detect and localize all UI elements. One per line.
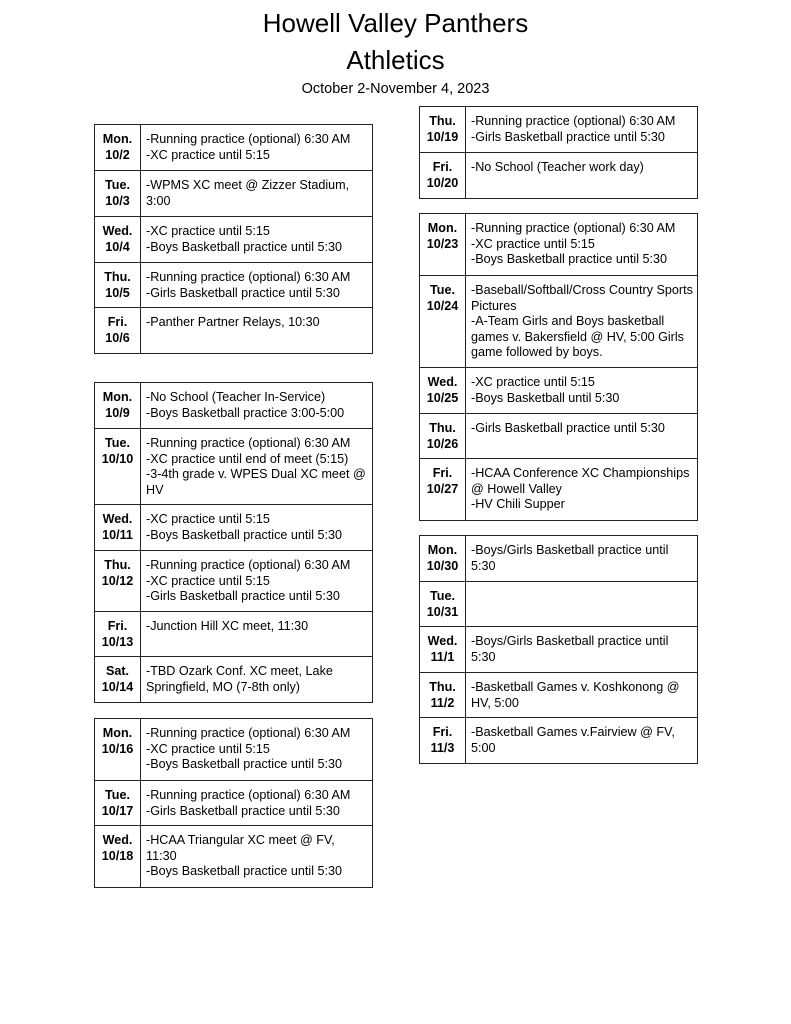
event-item: -HCAA Triangular XC meet @ FV, 11:30: [146, 833, 335, 863]
page-subtitle: Athletics: [346, 45, 445, 75]
day-date: 10/26: [426, 436, 459, 451]
event-item: -XC practice until 5:15: [146, 741, 270, 756]
day-date: 10/5: [105, 285, 130, 300]
table-row: [95, 505, 373, 551]
day-date: 11/2: [430, 695, 455, 710]
day-cell: [95, 719, 141, 781]
event-item: -Running practice (optional) 6:30 AM: [146, 726, 351, 740]
day-cell: [420, 276, 466, 368]
events-cell: [466, 718, 698, 764]
week-table-oct-19: [419, 106, 698, 199]
day-date: 10/4: [105, 239, 130, 254]
events-cell: [141, 551, 373, 612]
event-item: -Boys Basketball practice 3:00-5:00: [146, 405, 345, 420]
event-item: -XC practice until 5:15: [146, 512, 270, 526]
table-row: [420, 107, 698, 153]
day-date: 10/16: [101, 741, 134, 756]
event-item: -XC practice until end of meet (5:15): [146, 451, 349, 466]
day-cell: [95, 429, 141, 505]
day-of-week: Wed.: [102, 512, 133, 526]
event-item: -Boys/Girls Basketball practice until 5:30: [471, 543, 669, 573]
events-cell: [466, 627, 698, 673]
table-row: [95, 826, 373, 888]
events-cell: [466, 107, 698, 153]
day-date: 10/10: [101, 451, 134, 466]
event-item: -Junction Hill XC meet, 11:30: [146, 619, 309, 633]
day-cell: [420, 414, 466, 459]
table-row: [420, 153, 698, 199]
event-item: -XC practice until 5:15: [146, 573, 270, 588]
event-item: -Running practice (optional) 6:30 AM: [471, 221, 676, 235]
event-item: -Baseball/Softball/Cross Country Sports Pictures: [471, 283, 693, 313]
day-of-week: Fri.: [107, 315, 128, 329]
event-item: -Running practice (optional) 6:30 AM: [146, 132, 351, 146]
day-of-week: Thu.: [429, 421, 456, 435]
day-cell: [95, 826, 141, 888]
date-range: October 2-November 4, 2023: [301, 81, 490, 97]
day-cell: [420, 536, 466, 582]
event-item: -Running practice (optional) 6:30 AM: [146, 270, 351, 284]
events-cell: [141, 383, 373, 429]
events-cell: [141, 826, 373, 888]
table-row: [95, 263, 373, 308]
day-cell: [95, 125, 141, 171]
day-date: 10/19: [426, 129, 459, 144]
day-cell: [420, 718, 466, 764]
event-item: -XC practice until 5:15: [471, 236, 595, 251]
event-item: -Basketball Games v. Koshkonong @ HV, 5:00: [471, 680, 680, 710]
week-table-oct-16: [94, 718, 373, 888]
day-cell: [95, 171, 141, 217]
event-item: -3-4th grade v. WPES Dual XC meet @ HV: [146, 467, 366, 497]
day-of-week: Thu.: [429, 114, 456, 128]
event-item: -Boys Basketball practice until 5:30: [146, 239, 343, 254]
events-cell: [466, 368, 698, 414]
events-cell: [141, 125, 373, 171]
table-row: [420, 368, 698, 414]
table-row: [420, 718, 698, 764]
day-date: 10/14: [101, 679, 134, 694]
events-cell: [141, 171, 373, 217]
week-table-oct-9: [94, 382, 373, 703]
day-cell: [420, 214, 466, 276]
day-of-week: Tue.: [105, 178, 130, 192]
table-row: [95, 657, 373, 703]
day-date: 10/13: [101, 634, 134, 649]
day-of-week: Sat.: [105, 664, 130, 678]
day-of-week: Tue.: [105, 788, 130, 802]
event-item: -Running practice (optional) 6:30 AM: [471, 114, 676, 128]
event-item: -HV Chili Supper: [471, 497, 565, 511]
day-of-week: Fri.: [432, 725, 453, 739]
day-date: 10/20: [426, 175, 459, 190]
events-cell: [141, 719, 373, 781]
event-item: -No School (Teacher In-Service): [146, 390, 326, 404]
table-row: [95, 125, 373, 171]
day-date: 10/31: [426, 604, 459, 619]
page-title: Howell Valley Panthers: [262, 8, 529, 38]
events-cell: [141, 612, 373, 657]
day-of-week: Fri.: [432, 160, 453, 174]
event-item: -WPMS XC meet @ Zizzer Stadium, 3:00: [146, 178, 350, 208]
events-cell: [466, 459, 698, 521]
events-cell: [141, 429, 373, 505]
events-cell: [466, 214, 698, 276]
table-row: [420, 459, 698, 521]
event-item: -Running practice (optional) 6:30 AM: [146, 788, 351, 802]
day-cell: [95, 308, 141, 354]
events-cell: [466, 582, 698, 627]
events-cell: [466, 414, 698, 459]
day-of-week: Tue.: [430, 589, 455, 603]
event-item: -Boys Basketball practice until 5:30: [146, 864, 343, 878]
day-date: 10/12: [101, 573, 134, 588]
table-row: [95, 429, 373, 505]
event-item: -Boys Basketball practice until 5:30: [146, 527, 343, 542]
events-cell: [141, 217, 373, 263]
day-cell: [95, 217, 141, 263]
event-item: -Boys Basketball practice until 5:30: [471, 252, 668, 266]
day-of-week: Tue.: [430, 283, 455, 297]
week-table-oct-2: [94, 124, 373, 354]
day-of-week: Mon.: [427, 543, 458, 557]
event-item: -Boys/Girls Basketball practice until 5:30: [471, 634, 669, 664]
day-cell: [420, 582, 466, 627]
events-cell: [466, 673, 698, 718]
event-item: -Basketball Games v.Fairview @ FV, 5:00: [471, 725, 675, 755]
day-date: 11/1: [430, 649, 455, 664]
day-cell: [95, 383, 141, 429]
day-of-week: Thu.: [104, 558, 131, 572]
day-cell: [420, 627, 466, 673]
event-item: -TBD Ozark Conf. XC meet, Lake Springfield, MO (7-8th only): [146, 664, 333, 694]
day-of-week: Fri.: [432, 466, 453, 480]
event-item: -Panther Partner Relays, 10:30: [146, 315, 320, 329]
day-cell: [420, 459, 466, 521]
day-date: 10/11: [102, 527, 133, 542]
table-row: [95, 383, 373, 429]
day-of-week: Wed.: [427, 634, 458, 648]
day-date: 10/2: [105, 147, 130, 162]
table-row: [95, 781, 373, 826]
day-of-week: Wed.: [102, 833, 133, 847]
day-date: 10/24: [426, 298, 459, 313]
table-row: [95, 719, 373, 781]
day-date: 11/3: [430, 740, 455, 755]
event-item: -Boys Basketball until 5:30: [471, 390, 620, 405]
day-of-week: Wed.: [102, 224, 133, 238]
table-row: [95, 217, 373, 263]
table-row: [420, 536, 698, 582]
table-row: [95, 551, 373, 612]
day-date: 10/27: [426, 481, 459, 496]
events-cell: [141, 781, 373, 826]
table-row: [420, 627, 698, 673]
day-of-week: Tue.: [105, 436, 130, 450]
event-item: -Girls Basketball practice until 5:30: [471, 421, 665, 435]
event-item: -No School (Teacher work day): [471, 160, 644, 174]
events-cell: [141, 308, 373, 354]
day-cell: [95, 612, 141, 657]
day-of-week: Mon.: [427, 221, 458, 235]
day-cell: [95, 505, 141, 551]
week-table-oct-23: [419, 213, 698, 521]
day-cell: [420, 153, 466, 199]
day-of-week: Thu.: [429, 680, 456, 694]
table-row: [420, 214, 698, 276]
table-row: [95, 171, 373, 217]
day-cell: [95, 551, 141, 612]
events-cell: [141, 263, 373, 308]
day-date: 10/17: [101, 803, 134, 818]
table-row: [420, 276, 698, 368]
day-of-week: Wed.: [427, 375, 458, 389]
table-row: [420, 414, 698, 459]
event-item: -Girls Basketball practice until 5:30: [146, 803, 340, 818]
table-row: [420, 582, 698, 627]
events-cell: [141, 657, 373, 703]
event-item: -A-Team Girls and Boys basketball games v. Bakersfield @ HV, 5:00 Girls game followed by boys.: [471, 314, 684, 359]
table-row: [95, 612, 373, 657]
events-cell: [466, 153, 698, 199]
event-item: -HCAA Conference XC Championships @ Howell Valley: [471, 466, 690, 496]
events-cell: [141, 505, 373, 551]
table-row: [95, 308, 373, 354]
day-date: 10/9: [105, 405, 130, 420]
event-item: -XC practice until 5:15: [146, 224, 270, 238]
events-cell: [466, 276, 698, 368]
day-of-week: Thu.: [104, 270, 131, 284]
day-date: 10/6: [105, 330, 130, 345]
event-item: -Running practice (optional) 6:30 AM: [146, 558, 351, 572]
event-item: -Running practice (optional) 6:30 AM: [146, 436, 351, 450]
day-cell: [420, 107, 466, 153]
day-of-week: Mon.: [102, 390, 133, 404]
event-item: -Boys Basketball practice until 5:30: [146, 757, 343, 771]
day-of-week: Mon.: [102, 726, 133, 740]
day-date: 10/18: [101, 848, 134, 863]
day-date: 10/30: [426, 558, 459, 573]
event-item: -XC practice until 5:15: [471, 375, 595, 389]
day-cell: [95, 657, 141, 703]
event-item: -XC practice until 5:15: [146, 147, 270, 162]
table-row: [420, 673, 698, 718]
day-date: 10/23: [426, 236, 459, 251]
day-cell: [95, 263, 141, 308]
day-cell: [420, 673, 466, 718]
event-item: -Girls Basketball practice until 5:30: [146, 589, 340, 603]
day-of-week: Fri.: [107, 619, 128, 633]
week-table-oct-30: [419, 535, 698, 764]
day-cell: [95, 781, 141, 826]
day-date: 10/25: [426, 390, 459, 405]
day-date: 10/3: [105, 193, 130, 208]
day-of-week: Mon.: [102, 132, 133, 146]
day-cell: [420, 368, 466, 414]
event-item: -Girls Basketball practice until 5:30: [146, 285, 340, 300]
event-item: -Girls Basketball practice until 5:30: [471, 129, 665, 144]
events-cell: [466, 536, 698, 582]
